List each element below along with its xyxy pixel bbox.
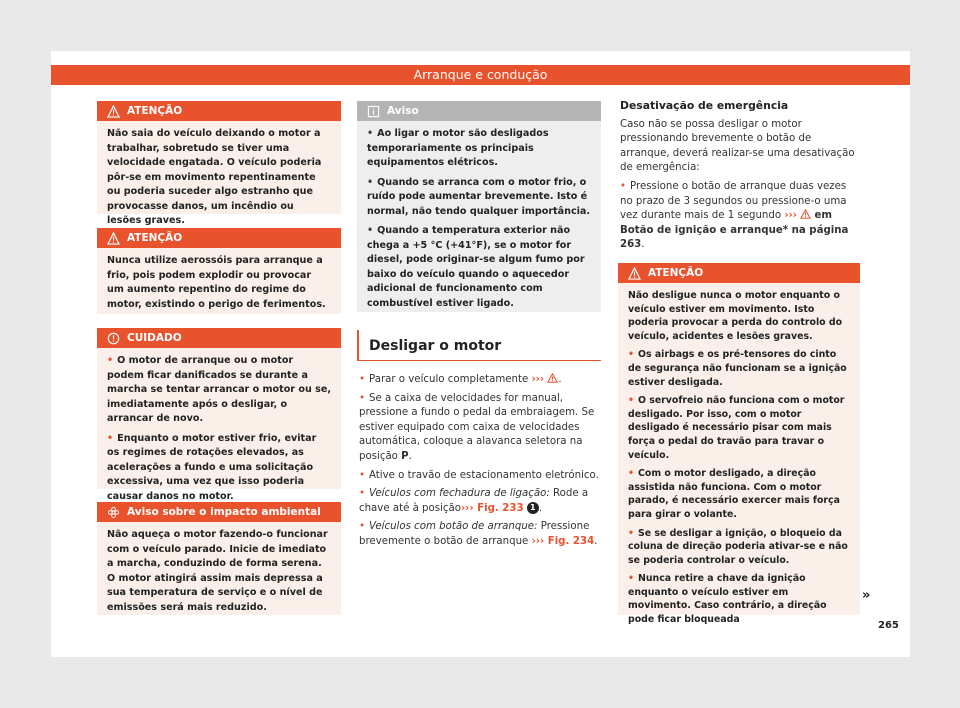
- environment-title: Aviso sobre o impacto ambiental: [127, 506, 321, 518]
- warning-item: • Nunca retire a chave da ignição enquanto o veículo estiver em movimento. Caso contrário, a direção pode ficar bloqueada: [628, 573, 827, 626]
- emergency-step: • Pressione o botão de arranque duas vezes no prazo de 3 segundos ou pressione-o uma vez durante mais de 1 segundo ››› em Botão de ignição e arranque* na página 263.: [620, 180, 849, 251]
- warning-title: ATENÇÃO: [648, 267, 704, 279]
- section-title: Desligar o motor: [369, 338, 502, 354]
- caution-title: CUIDADO: [127, 332, 182, 344]
- note-header: [357, 101, 601, 121]
- emergency-section: [620, 99, 860, 257]
- warning-triangle-icon: [107, 105, 120, 118]
- caution-box: [97, 328, 341, 502]
- warning-title: ATENÇÃO: [127, 232, 183, 244]
- warning-box-2: [97, 228, 341, 314]
- warning-item: • Os airbags e os pré-tensores do cinto de segurança não funcionam se a ignição estiver desligada.: [628, 349, 847, 388]
- step-1: • Parar o veículo completamente ››› .: [359, 374, 562, 385]
- info-square-icon: [367, 105, 380, 118]
- warning-item: • O servofreio não funciona com o motor desligado. Por isso, com o motor desligado é necessário pisar com mais força o pedal do travão para travar o veículo.: [628, 395, 845, 461]
- emergency-intro: Caso não se possa desligar o motor pressionando brevemente o botão de arranque, deverá realizar-se uma desativação de emergência:: [620, 118, 855, 174]
- warning-box-3: [618, 263, 860, 626]
- environment-text: Não aqueça o motor fazendo-o funcionar com o veículo parado. Inicie de imediato a marcha, conduzindo de forma serena. O motor atingirá assim mais depressa a sua temperatura de serviço e o nível de emissões será mais reduzido.: [107, 529, 328, 613]
- warning-text: Não saia do veículo deixando o motor a trabalhar, sobretudo se tiver uma velocidade engatada. O veículo poderia pôr-se em movimento repentinamente ou poderia suceder algo estranho que provocasse danos, um incêndio ou lesões graves.: [107, 128, 322, 226]
- warning-intro: Não desligue nunca o motor enquanto o veículo estiver em movimento. Isto poderia provocar a perda do controlo do veículo, acidentes e lesões graves.: [628, 290, 843, 342]
- environment-header: [97, 502, 341, 522]
- reference-link[interactable]: ›››: [531, 374, 545, 385]
- note-item: • Ao ligar o motor são desligados temporariamente os principais equipamentos elétricos.: [367, 128, 549, 168]
- continue-mark: »: [862, 588, 871, 603]
- info-circle-icon: [107, 332, 120, 345]
- warning-triangle-icon: [107, 232, 120, 245]
- figure-link[interactable]: ››› Fig. 234: [531, 535, 595, 547]
- warning-header: [97, 228, 341, 248]
- note-item: • Quando a temperatura exterior não chega a +5 °C (+41°F), se o motor for diesel, pode originar-se algum fumo por baixo do veículo quando o aquecedor adicional de funcionamento com combustível estiver ligado.: [367, 225, 585, 309]
- environment-box: [97, 502, 341, 615]
- chapter-title: Arranque e condução: [413, 67, 548, 82]
- caution-item: • O motor de arranque ou o motor podem ficar danificados se durante a marcha se tentar arrancar o motor ou se, imediatamente após o desligar, o arrancar de novo.: [107, 355, 332, 424]
- note-item: • Quando se arranca com o motor frio, o ruído pode aumentar brevemente. Isto é normal, não tendo qualquer importância.: [367, 176, 591, 217]
- note-box: [357, 101, 601, 312]
- page-number: 265: [878, 620, 899, 631]
- section-heading: [357, 330, 601, 361]
- caution-item: • Enquanto o motor estiver frio, evitar os regimes de rotações elevados, as acelerações a fundo e uma solicitação excessiva, uma vez que isso poderia causar danos no motor.: [107, 432, 317, 502]
- caution-header: [97, 328, 341, 348]
- chapter-header: [51, 65, 910, 85]
- warning-text: Nunca utilize aerossóis para arranque a frio, pois podem explodir ou provocar um aumento repentino do regime do motor, existindo o perigo de ferimentos.: [107, 255, 326, 310]
- warning-title: ATENÇÃO: [127, 105, 183, 117]
- position-p: P: [401, 450, 409, 462]
- warning-triangle-icon: [547, 373, 558, 383]
- warning-triangle-icon: [800, 209, 811, 219]
- step-5: • Veículos com botão de arranque: Pressione brevemente o botão de arranque ››› Fig. 234.: [359, 521, 598, 547]
- warning-item: • Com o motor desligado, a direção assistida não funciona. Com o motor parado, é necessário exercer mais força para girar o volante.: [628, 468, 840, 520]
- warning-item: • Se se desligar a ignição, o bloqueio da coluna de direção poderia ativar-se e não se poderia controlar o veículo.: [628, 527, 848, 566]
- reference-link[interactable]: ›››: [784, 210, 797, 222]
- figure-link[interactable]: ››› Fig. 233: [460, 502, 524, 514]
- warning-header: [97, 101, 341, 121]
- emergency-title: Desativação de emergência: [620, 99, 789, 112]
- warning-header: [618, 263, 860, 283]
- callout-number: 1: [527, 502, 539, 514]
- step-2: • Se a caixa de velocidades for manual, pressione a fundo o pedal da embraiagem. Se estiver equipado com caixa de velocidades automática, coloque a alavanca seletora na posição P.: [359, 392, 595, 462]
- flower-icon: [107, 506, 120, 519]
- shutdown-steps: [359, 373, 600, 554]
- page-reference[interactable]: em Botão de ignição e arranque* na página 263: [620, 210, 849, 251]
- step-3: • Ative o travão de estacionamento eletrónico.: [359, 469, 599, 481]
- note-title: Aviso: [387, 105, 419, 117]
- warning-triangle-icon: [628, 267, 641, 280]
- warning-box-1: [97, 101, 341, 226]
- step-4: • Veículos com fechadura de ligação: Rode a chave até à posição››› Fig. 233 1 .: [359, 488, 589, 514]
